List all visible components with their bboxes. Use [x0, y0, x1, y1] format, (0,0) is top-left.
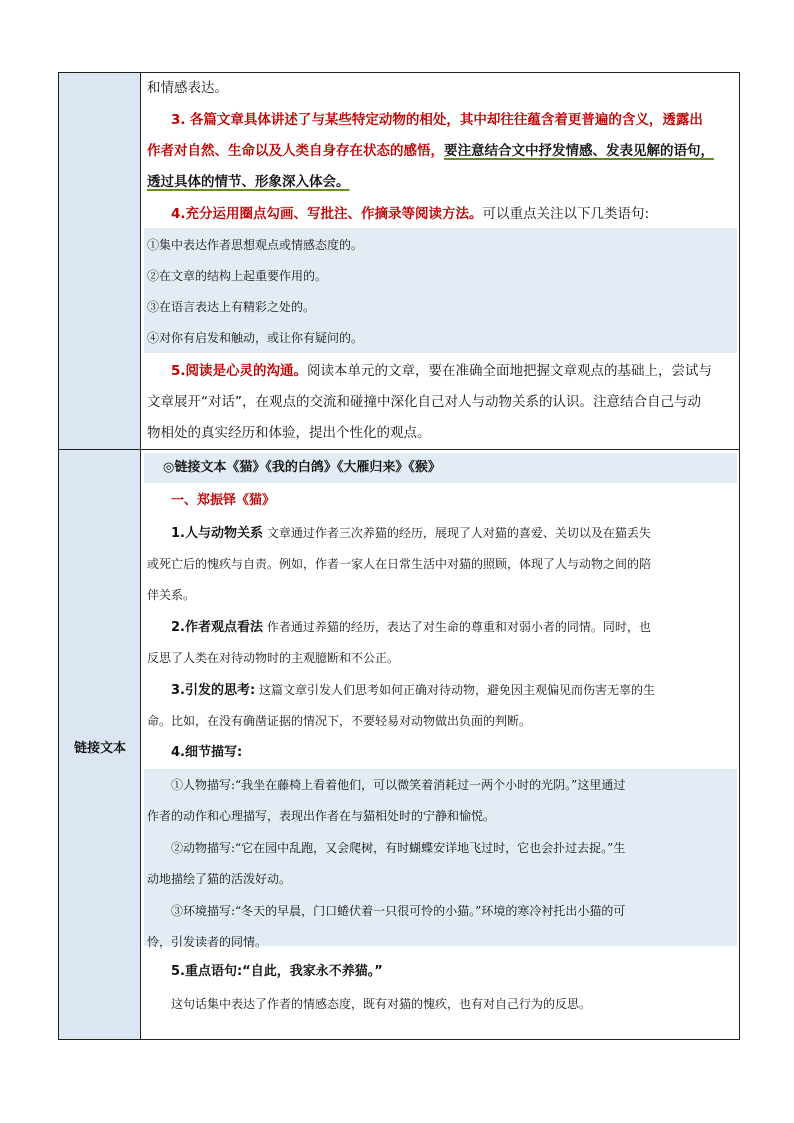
character-detail-line-1: ①人物描写:“我坐在藤椅上看着他们，可以微笑着消耗过一两个小时的光阴。”这里通过 — [171, 778, 626, 792]
relation-line-3: 伴关系。 — [147, 588, 196, 602]
section-title: 一、郑振铎《猫》 — [171, 493, 276, 508]
point-5-line-2: 文章展开“对话”，在观点的交流和碰撞中深化自己对人与动物关系的认识。注意结合自己与动 — [147, 394, 701, 410]
relation-line-1: 1.人与动物关系 文章通过作者三次养猫的经历，展现了人对猫的喜爱、关切以及在猫丢失 — [171, 526, 651, 541]
character-detail-line-2: 作者的动作和心理描写，表现出作者在与猫相处时的宁静和愉悦。 — [147, 809, 496, 823]
animal-detail-line-2: 动地描绘了猫的活泼好动。 — [147, 872, 292, 886]
animal-detail-line-1: ②动物描写:“它在园中乱跑，又会爬树，有时蝴蝶安详地飞过时，它也会扑过去捉。”生 — [171, 841, 626, 855]
key-sentence-title: 5.重点语句:“自此，我家永不养猫。” — [171, 964, 383, 979]
content-table — [58, 72, 740, 1040]
viewpoint-line-1: 2.作者观点看法 作者通过养猫的经历，表达了对生命的尊重和对弱小者的同情。同时，也 — [171, 620, 651, 635]
reflection-line-2: 命。比如，在没有确凿证据的情况下，不要轻易对动物做出负面的判断。 — [147, 714, 532, 728]
key-sentence-text: 这句话集中表达了作者的情感态度，既有对猫的愧疚，也有对自己行为的反思。 — [171, 997, 592, 1011]
point-5-line-1: 5.阅读是心灵的沟通。阅读本单元的文章，要在准确全面地把握文章观点的基础上，尝试与 — [171, 363, 713, 379]
point-3-line-3: 透过具体的情节、形象深入体会。 — [147, 174, 350, 190]
viewpoint-line-2: 反思了人类在对待动物时的主观臆断和不公正。 — [147, 651, 400, 665]
point-4-line: 4.充分运用圈点勾画、写批注、作摘录等阅读方法。可以重点关注以下几类语句: — [171, 206, 650, 222]
sentence-type-item: ①集中表达作者思想观点或情感态度的。 — [147, 238, 364, 252]
row-divider — [59, 449, 739, 450]
relation-line-2: 或死亡后的愧疚与自责。例如，作者一家人在日常生活中对猫的照顾，体现了人与动物之间的陪 — [147, 557, 652, 571]
label-column — [59, 73, 141, 1039]
text-line: 和情感表达。 — [147, 80, 228, 96]
sentence-type-item: ②在文章的结构上起重要作用的。 — [147, 269, 328, 283]
sentence-type-item: ③在语言表达上有精彩之处的。 — [147, 300, 316, 314]
point-3-line-2: 作者对自然、生命以及人类自身存在状态的感悟，要注意结合文中抒发情感、发表见解的语句， — [147, 143, 714, 159]
point-5-line-3: 物相处的真实经历和体验，提出个性化的观点。 — [147, 425, 431, 441]
point-3-line-1: 3. 各篇文章具体讲述了与某些特定动物的相处，其中却往往蕴含着更普遍的含义，透露出 — [171, 112, 703, 128]
link-text-header: ◎链接文本《猫》《我的白鸽》《大雁归来》《猴》 — [163, 460, 441, 475]
detail-title: 4.细节描写: — [171, 745, 243, 760]
reflection-line-1: 3.引发的思考: 这篇文章引发人们思考如何正确对待动物，避免因主观偏见而伤害无辜的生 — [171, 683, 656, 698]
row-label-link-text: 链接文本 — [73, 741, 126, 756]
environment-detail-line-2: 怜，引发读者的同情。 — [147, 935, 268, 949]
sentence-type-item: ④对你有启发和触动，或让你有疑问的。 — [147, 331, 364, 345]
environment-detail-line-1: ③环境描写:“冬天的早晨，门口蜷伏着一只很可怜的小猫。”环境的寒冷衬托出小猫的可 — [171, 904, 626, 918]
